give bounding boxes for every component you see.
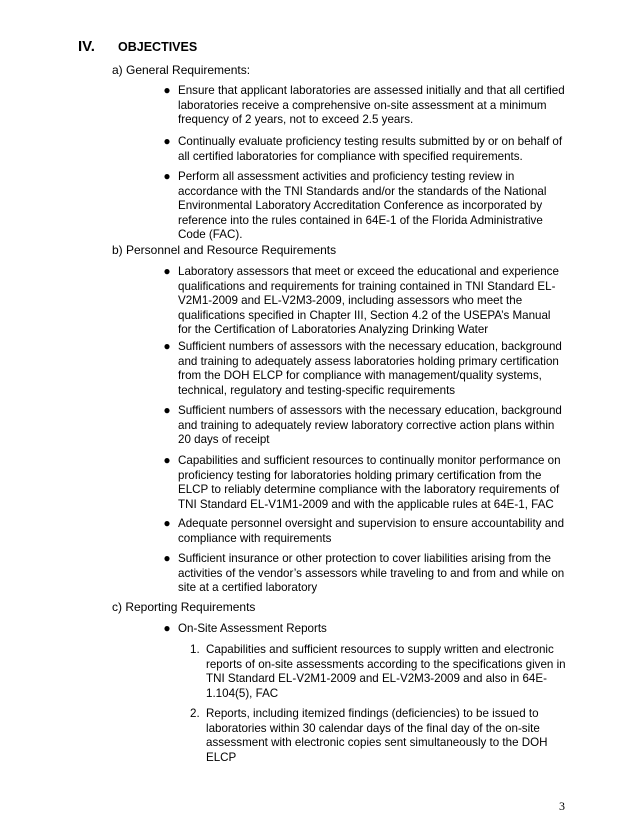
page-number: 3 — [559, 799, 565, 813]
subsection-b-heading: b) Personnel and Resource Requirements — [112, 243, 337, 257]
section-title: OBJECTIVES — [118, 40, 198, 54]
bullet-text: Sufficient insurance or other protection to cover liabilities arising from the activities of the vendor’s assessors while traveling to and from and while on site at a certified laboratory — [178, 552, 565, 595]
bullet-icon: ● — [163, 621, 171, 635]
section-number: IV. — [78, 38, 95, 55]
bullet-text: Sufficient numbers of assessors with the necessary education, background and training to adequately assess laboratories holding primary certification from the DOH ELCP for compliance with management/quality systems, technical, regulatory and testing-specific requirements — [178, 340, 562, 397]
bullet-text: Perform all assessment activities and proficiency testing review in accordance with the TNI Standards and/or the standards of the National Environmental Laboratory Accreditation Conference as incorporated by reference into the rules contained in 64E-1 of the Florida Administrative Code (FAC). — [178, 170, 547, 242]
bullet-text: On-Site Assessment Reports — [178, 622, 327, 635]
bullet-icon: ● — [163, 264, 171, 278]
subsection-a-heading: a) General Requirements: — [112, 63, 251, 77]
bullet-icon: ● — [163, 516, 171, 530]
bullet-icon: ● — [163, 134, 171, 148]
bullet-icon: ● — [163, 83, 171, 97]
bullet-icon: ● — [163, 403, 171, 417]
list-number: 1. — [190, 643, 200, 656]
bullet-text: Ensure that applicant laboratories are assessed initially and that all certified laboratories receive a comprehensive on-site assessment at a minimum frequency of 2 years, not to exceed 2.5 years. — [178, 84, 565, 127]
bullet-icon: ● — [163, 551, 171, 565]
subsection-c-heading: c) Reporting Requirements — [112, 600, 256, 614]
bullet-icon: ● — [163, 339, 171, 353]
bullet-text: Laboratory assessors that meet or exceed the educational and experience qualifications and requirements for training contained in TNI Standard EL- V2M1-2009 and EL-V2M3-2009, including assessors who meet the qualifications specified in Chapter III, Section 4.2 of the USEPA’s Manual for the Certification of Laboratories Analyzing Drinking Water — [178, 265, 559, 337]
bullet-text: Adequate personnel oversight and supervision to ensure accountability and compliance with requirements — [178, 517, 565, 545]
bullet-icon: ● — [163, 453, 171, 467]
bullet-icon: ● — [163, 169, 171, 183]
bullet-text: Sufficient numbers of assessors with the necessary education, background and training to adequately review laboratory corrective action plans within 20 days of receipt — [178, 404, 562, 447]
bullet-text: Capabilities and sufficient resources to continually monitor performance on proficiency testing for laboratories holding primary certification from the ELCP to reliably determine compliance with the laboratory requirements of TNI Standard EL-V1M1-2009 and with the applicable rules at 64E-1, FAC — [178, 454, 561, 511]
numbered-item-text: Reports, including itemized findings (deficiencies) to be issued to laboratories within 30 calendar days of the final day of the on-site assessment with electronic copies sent simultaneously to the DOH ELCP — [206, 707, 548, 764]
bullet-text: Continually evaluate proficiency testing results submitted by or on behalf of all certified laboratories for compliance with specified requirements. — [178, 135, 563, 163]
list-number: 2. — [190, 707, 200, 720]
numbered-item-text: Capabilities and sufficient resources to supply written and electronic reports of on-site assessments according to the specifications given in TNI Standard EL-V2M1-2009 and EL-V2M3-2009 and also in 64E- 1.104(5), FAC — [206, 643, 566, 700]
